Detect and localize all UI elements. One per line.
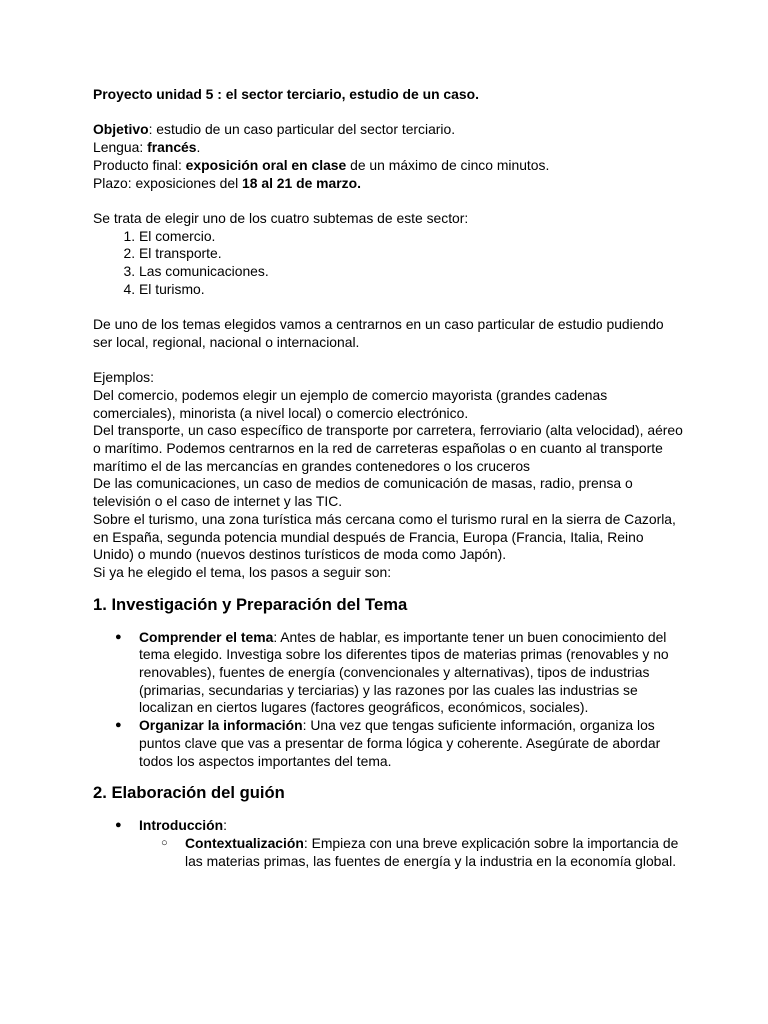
case-study-paragraph: De uno de los temas elegidos vamos a centrarnos en un caso particular de estudio pudiendo ser local, regional, nacional o internacional. bbox=[93, 316, 664, 350]
objective-line: Objetivo: estudio de un caso particular del sector terciario. bbox=[93, 121, 456, 138]
sub-bullet-item: ○ Contextualización: Empieza con una breve explicación sobre la importancia de las materias primas, las fuentes de energía y la industria en la economía global. bbox=[185, 835, 683, 870]
subtopic-item: 3. Las comunicaciones. bbox=[139, 263, 683, 281]
example-tourism: Sobre el turismo, una zona turística más cercana como el turismo rural en la sierra de Cazorla, en España, segunda potencia mundial después de Francia, Europa (Francia, Italia, Reino Unido) o mundo (nuevos destinos turísticos de moda como Japón). bbox=[93, 510, 676, 563]
subtopic-item: 4. El turismo. bbox=[139, 281, 683, 299]
example-transport: Del transporte, un caso específico de transporte por carretera, ferroviario (alta velocidad), aéreo o marítimo. Podemos centrarnos en la red de carreteras españolas o en cuanto al transporte marítimo el de las mercancías en grandes contenedores o los cruceros bbox=[93, 422, 683, 474]
section-2-list bbox=[93, 817, 683, 870]
section-1-heading: 1. Investigación y Preparación del Tema bbox=[93, 594, 408, 614]
example-communications: De las comunicaciones, un caso de medios de comunicación de masas, radio, prensa o televisión o el caso de internet y las TIC. bbox=[93, 475, 633, 510]
subtopic-item: 2. El transporte. bbox=[139, 245, 683, 263]
section-2-heading: 2. Elaboración del guión bbox=[93, 783, 285, 803]
bullet-item: ● Organizar la información: Una vez que tengas suficiente información, organiza los puntos clave que vas a presentar de forma lógica y coherente. Asegúrate de abordar todos los aspectos importantes del tema. bbox=[139, 717, 683, 770]
subtopics-intro: Se trata de elegir uno de los cuatro subtemas de este sector: bbox=[93, 209, 469, 226]
example-commerce: Del comercio, podemos elegir un ejemplo de comercio mayorista (grandes cadenas comerciales), minorista (a nivel local) o comercio electrónico. bbox=[93, 386, 608, 421]
bullet-item: ● Comprender el tema: Antes de hablar, es importante tener un buen conocimiento del tema elegido. Investiga sobre los diferentes tipos de materias primas (renovables y no renovables), fuentes de energía (convencionales y alternativas), tipos de industrias (primarias, secundarias y terciarias) y las razones por las cuales las industrias se localizan en ciertos lugares (factores geográficos, económicos, sociales). bbox=[139, 629, 683, 718]
subtopics-list bbox=[93, 228, 683, 299]
language-line: Lengua: francés. bbox=[93, 139, 201, 156]
subtopic-item: 1. El comercio. bbox=[139, 228, 683, 246]
bullet-item: ● Introducción: ○ Contextualización: Empieza con una breve explicación sobre la importancia de las materias primas, las fuentes de energía y la industria en la economía global. bbox=[139, 817, 683, 870]
deadline-line: Plazo: exposiciones del 18 al 21 de marzo. bbox=[93, 174, 361, 191]
sub-bullet-list bbox=[139, 835, 683, 870]
final-product-line: Producto final: exposición oral en clase de un máximo de cinco minutos. bbox=[93, 156, 550, 173]
section-1-list bbox=[93, 629, 683, 771]
next-steps-line: Si ya he elegido el tema, los pasos a seguir son: bbox=[93, 563, 392, 580]
document-page bbox=[93, 86, 683, 870]
examples-label: Ejemplos: bbox=[93, 369, 154, 386]
document-title: Proyecto unidad 5 : el sector terciario, estudio de un caso. bbox=[93, 86, 479, 102]
